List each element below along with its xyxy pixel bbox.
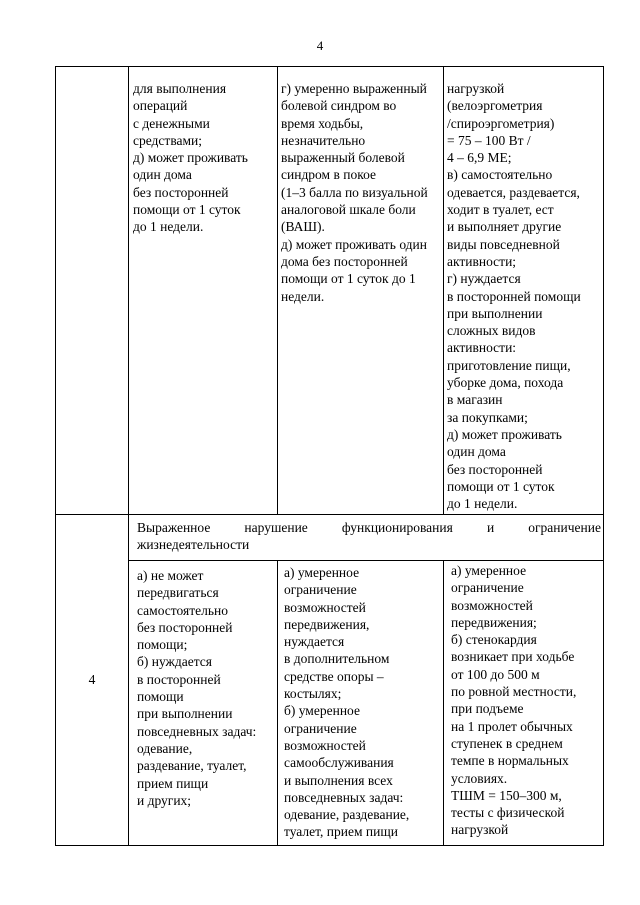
col-separator-1: [128, 66, 129, 846]
row-4-header: [137, 519, 601, 553]
top-row-col4: нагрузкой (велоэргометрия /спироэргометрия) = 75 – 100 Вт / 4 – 6,9 МЕ; в) самостоятельно одевается, раздевается, ходит в туалет, ест и выполняет другие виды повседневной активности; г) нуждается в посторонней помощи при выполнении сложных видов активности: приготовление пищи, уборке дома, похода в магазин за покупками; д) может проживать один дома без посторонней помощи от 1 суток до 1 недели.: [447, 81, 581, 512]
page-number: 4: [316, 38, 324, 53]
col-separator-2-top: [277, 66, 278, 515]
row-4-col2: а) не может передвигаться самостоятельно без посторонней помощи; б) нуждается в посторонней помощи при выполнении повседневных задач: одевание, раздевание, туалет, прием пищи и других;: [137, 568, 257, 808]
row-separator: [55, 514, 604, 515]
col-separator-3-top: [443, 66, 444, 515]
header-word: и: [486, 520, 495, 535]
header-word: функционирования: [341, 520, 453, 535]
table-left-border: [55, 66, 56, 846]
top-row-col3: г) умеренно выраженный болевой синдром во время ходьбы, незначительно выраженный болевой синдром в покое (1–3 балла по визуальной аналоговой шкале боли (ВАШ). д) может проживать один дома без посторонней помощи от 1 суток до 1 недели.: [281, 81, 428, 304]
col-separator-3-bottom: [443, 560, 444, 846]
row-4-header-line2: жизнедеятельности: [137, 537, 250, 552]
row-4-number: 4: [88, 672, 96, 687]
row-4-col3: а) умеренное ограничение возможностей передвижения, нуждается в дополнительном средстве опоры – костылях; б) умеренное ограничение возможностей самообслуживания и выполнения всех повседневных задач: одевание, раздевание, туалет, прием пищи: [284, 565, 410, 840]
header-word: ограничение: [528, 520, 601, 535]
top-row-col2: для выполнения операций с денежными средствами; д) может проживать один дома без посторонней помощи от 1 суток до 1 недели.: [133, 81, 248, 235]
table-bottom-border: [55, 845, 604, 846]
header-word: нарушение: [244, 520, 308, 535]
table-top-border: [55, 66, 604, 67]
row-4-header-line1: [137, 519, 601, 536]
table-right-border: [603, 66, 604, 846]
header-word: Выраженное: [137, 520, 211, 535]
header-separator: [128, 560, 604, 561]
col-separator-2-bottom: [277, 560, 278, 846]
row-4-col4: а) умеренное ограничение возможностей передвижения; б) стенокардия возникает при ходьбе от 100 до 500 м по ровной местности, при подъеме на 1 пролет обычных ступенек в среднем темпе в нормальных условиях. ТШМ = 150–300 м, тесты с физической нагрузкой: [451, 563, 577, 838]
